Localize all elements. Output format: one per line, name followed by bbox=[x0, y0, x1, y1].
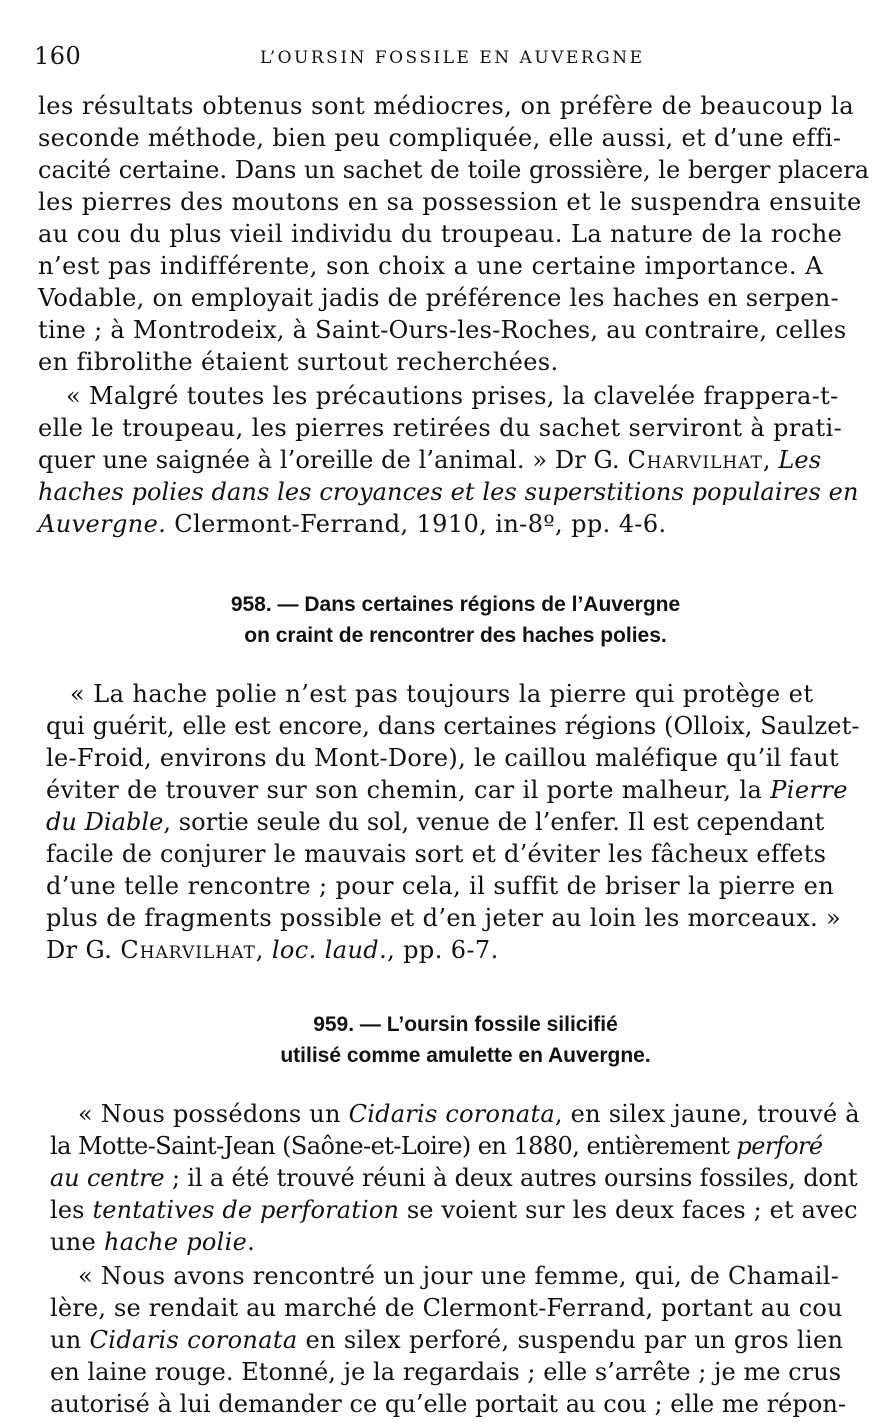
text-line: en fibrolithe étaient surtout recherchées. bbox=[38, 348, 559, 376]
line-text: la Motte-Saint-Jean (Saône-et-Loire) en 1880, entièrement bbox=[50, 1132, 737, 1160]
italic-phrase: tentatives de perforation bbox=[92, 1196, 400, 1224]
italic-phrase: perforé bbox=[736, 1132, 823, 1160]
book-title: Auvergne. bbox=[38, 510, 167, 538]
text-line: tine ; à Montrodeix, à Saint-Ours-les-Roches, au contraire, celles bbox=[38, 316, 847, 344]
line-text: , en silex jaune, trouvé à bbox=[554, 1100, 860, 1128]
text-line: le-Froid, environs du Mont-Dore), le caillou maléfique qu’il faut bbox=[46, 744, 839, 772]
line-text: se voient sur les deux faces ; et avec bbox=[399, 1196, 858, 1224]
section-heading-958: 958. — Dans certaines régions de l’Auvergne bbox=[230, 593, 681, 616]
author-name: Charvilhat bbox=[627, 446, 763, 474]
text-line: facile de conjurer le mauvais sort et d’éviter les fâcheux effets bbox=[46, 840, 827, 868]
line-text: un bbox=[50, 1326, 90, 1354]
line-text: , pp. 6-7. bbox=[387, 936, 499, 964]
italic-phrase: Cidaris coronata bbox=[89, 1326, 298, 1354]
text-line: les pierres des moutons en sa possession et le suspendra ensuite bbox=[38, 188, 862, 216]
line-text: les bbox=[50, 1196, 93, 1224]
text-line bbox=[50, 1130, 823, 1162]
text-line: Vodable, on employait jadis de préférence les haches en serpen- bbox=[38, 284, 839, 312]
page-number: 160 bbox=[34, 42, 82, 70]
text-line: « Malgré toutes les précautions prises, la clavelée frappera-t- bbox=[66, 382, 839, 410]
line-text: . bbox=[247, 1228, 256, 1256]
text-line: elle le troupeau, les pierres retirées du sachet serviront à prati- bbox=[38, 414, 843, 442]
book-title: haches polies dans les croyances et les superstitions populaires en bbox=[38, 478, 859, 506]
text-line bbox=[50, 1226, 255, 1258]
italic-phrase: Pierre bbox=[770, 776, 848, 804]
text-line bbox=[46, 774, 848, 806]
text-line: seconde méthode, bien peu compliquée, elle aussi, et d’une effi- bbox=[38, 124, 842, 152]
text-line: qui guérit, elle est encore, dans certaines régions (Olloix, Saulzet- bbox=[46, 712, 860, 740]
text-line bbox=[50, 1194, 858, 1226]
citation-details: Clermont-Ferrand, 1910, in-8º, pp. 4-6. bbox=[166, 510, 667, 538]
section-heading-959: 959. — L’oursin fossile silicifié bbox=[313, 1013, 618, 1036]
line-text: , sortie seule du sol, venue de l’enfer. Il est cependant bbox=[163, 808, 825, 836]
italic-phrase: Cidaris coronata bbox=[348, 1100, 555, 1128]
text-line: plus de fragments possible et d’en jeter au loin les morceaux. » bbox=[46, 904, 842, 932]
text-line: d’une telle rencontre ; pour cela, il suffit de briser la pierre en bbox=[46, 872, 835, 900]
text-line: autorisé à lui demander ce qu’elle portait au cou ; elle me répon- bbox=[50, 1390, 847, 1418]
running-title: L’OURSIN FOSSILE EN AUVERGNE bbox=[260, 48, 645, 68]
page-header bbox=[30, 40, 850, 80]
line-text: éviter de trouver sur son chemin, car il porte malheur, la bbox=[46, 776, 771, 804]
section-heading-959-line2: utilisé comme amulette en Auvergne. bbox=[280, 1044, 651, 1067]
section-heading-958-line2: on craint de rencontrer des haches polies. bbox=[244, 624, 667, 647]
text-line bbox=[38, 476, 859, 508]
text-line bbox=[38, 444, 821, 476]
text-line bbox=[38, 508, 667, 540]
text-line bbox=[78, 1098, 860, 1130]
text-line: « La hache polie n’est pas toujours la pierre qui protège et bbox=[70, 680, 814, 708]
citation-line bbox=[46, 934, 499, 966]
text-line: n’est pas indifférente, son choix a une certaine importance. A bbox=[38, 252, 824, 280]
separator: , bbox=[255, 936, 272, 964]
line-text: ; il a été trouvé réuni à deux autres oursins fossiles, dont bbox=[164, 1164, 858, 1192]
separator: , bbox=[762, 446, 779, 474]
italic-phrase: hache polie bbox=[103, 1228, 248, 1256]
text-line: au cou du plus vieil individu du troupeau. La nature de la roche bbox=[38, 220, 843, 248]
text-line: les résultats obtenus sont médiocres, on préfère de beaucoup la bbox=[38, 92, 855, 120]
italic-phrase: loc. laud. bbox=[271, 936, 388, 964]
text-line bbox=[46, 806, 824, 838]
line-text: « Nous possédons un bbox=[78, 1100, 349, 1128]
line-text: Dr G. bbox=[46, 936, 121, 964]
text-line: « Nous avons rencontré un jour une femme, qui, de Chamail- bbox=[78, 1262, 840, 1290]
line-text: quer une saignée à l’oreille de l’animal. » Dr G. bbox=[38, 446, 628, 474]
text-line: cacité certaine. Dans un sachet de toile grossière, le berger placera bbox=[38, 156, 870, 184]
text-line bbox=[50, 1324, 843, 1356]
text-line bbox=[50, 1162, 858, 1194]
italic-phrase: au centre bbox=[50, 1164, 165, 1192]
text-line: lère, se rendait au marché de Clermont-Ferrand, portant au cou bbox=[50, 1294, 843, 1322]
book-title: Les bbox=[778, 446, 822, 474]
italic-phrase: du Diable bbox=[46, 808, 164, 836]
line-text: une bbox=[50, 1228, 104, 1256]
text-line: en laine rouge. Etonné, je la regardais ; elle s’arrête ; je me crus bbox=[50, 1358, 842, 1386]
author-name: Charvilhat bbox=[120, 936, 256, 964]
line-text: en silex perforé, suspendu par un gros lien bbox=[297, 1326, 844, 1354]
